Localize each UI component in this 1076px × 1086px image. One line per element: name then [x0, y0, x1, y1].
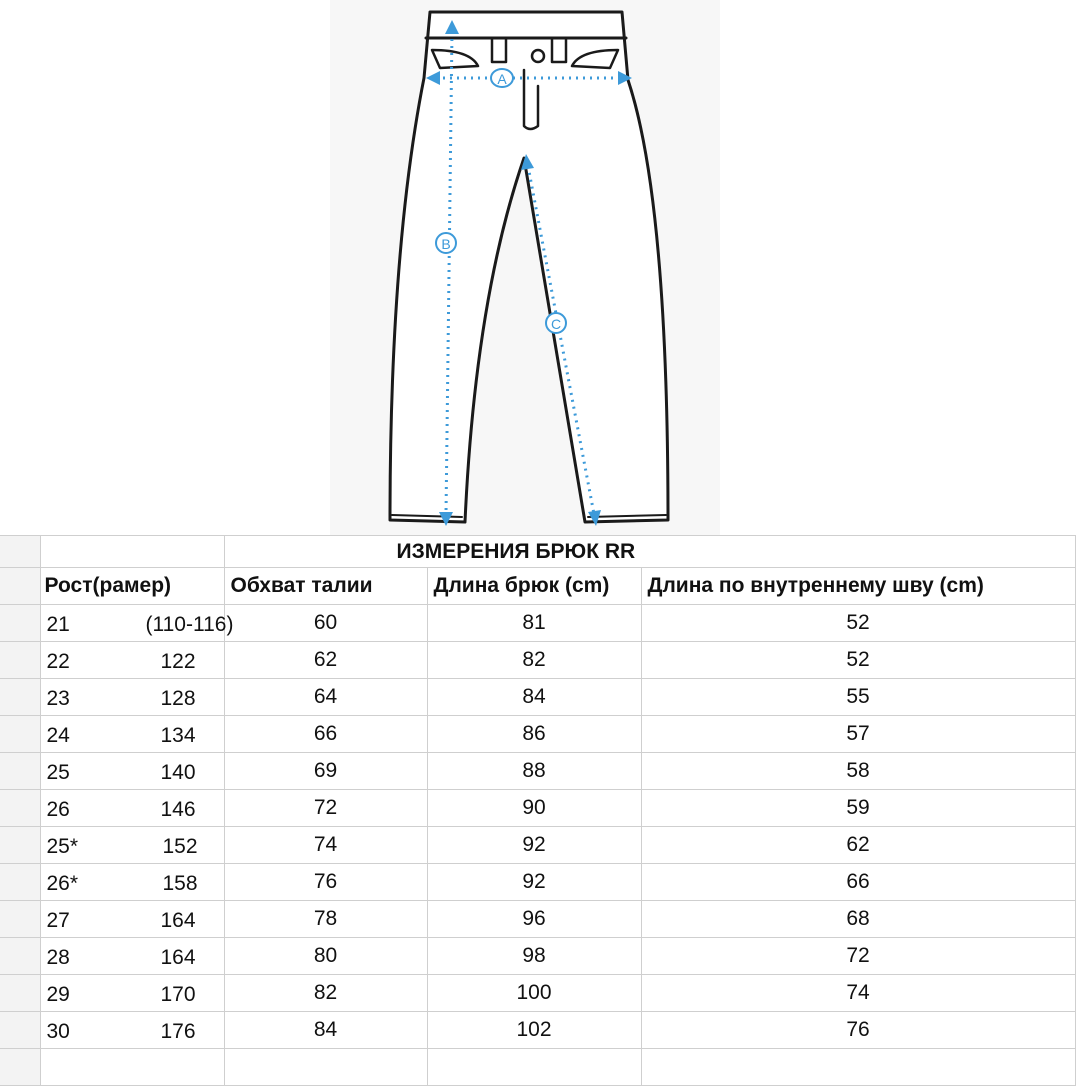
table-row	[0, 716, 1075, 753]
empty-row	[0, 1049, 1075, 1086]
pants-illustration	[0, 0, 1055, 535]
size-cell	[40, 605, 234, 642]
size-cell	[40, 827, 224, 864]
waist-value: 76	[224, 864, 427, 901]
table-row	[0, 975, 1075, 1012]
waist-value: 64	[224, 679, 427, 716]
inseam-value: 72	[641, 938, 1075, 975]
inseam-value: 57	[641, 716, 1075, 753]
size-cell	[40, 753, 224, 790]
table-row	[0, 753, 1075, 790]
table-title: ИЗМЕРЕНИЯ БРЮК RR	[224, 536, 1075, 568]
label-b: B	[441, 236, 451, 252]
size-cell	[40, 975, 224, 1012]
waist-value: 66	[224, 716, 427, 753]
label-c: C	[550, 316, 562, 332]
inseam-value: 58	[641, 753, 1075, 790]
label-b-marker	[436, 233, 456, 253]
header-inseam: Длина по внутреннему шву (cm)	[641, 568, 1075, 605]
waist-value: 72	[224, 790, 427, 827]
pants-diagram	[0, 0, 1055, 535]
inseam-value: 76	[641, 1012, 1075, 1049]
size-value: 28	[46, 946, 70, 969]
waist-value: 62	[224, 642, 427, 679]
size-chart-sheet	[0, 535, 1055, 1080]
length-value: 100	[427, 975, 641, 1012]
row-gutter	[0, 716, 40, 753]
row-gutter	[0, 864, 40, 901]
height-value: 176	[160, 1020, 196, 1043]
size-value: 22	[46, 650, 70, 673]
size-cell	[40, 716, 224, 753]
size-value: 25	[46, 761, 70, 784]
table-row	[0, 642, 1075, 679]
length-value: 102	[427, 1012, 641, 1049]
height-value: 158	[162, 872, 198, 895]
table-row	[0, 827, 1075, 864]
height-value: 164	[160, 946, 196, 969]
length-value: 84	[427, 679, 641, 716]
header-waist: Обхват талии	[224, 568, 427, 605]
size-value: 26*	[46, 872, 79, 895]
length-value: 92	[427, 864, 641, 901]
size-value: 27	[46, 909, 70, 932]
empty-cell	[40, 536, 224, 568]
pants-outline	[390, 12, 668, 522]
header-length: Длина брюк (cm)	[427, 568, 641, 605]
empty-cell	[40, 1049, 224, 1086]
height-value: 134	[160, 724, 196, 747]
table-row	[0, 1012, 1075, 1049]
length-value: 86	[427, 716, 641, 753]
size-cell	[40, 679, 224, 716]
row-gutter	[0, 642, 40, 679]
size-cell	[40, 642, 224, 679]
size-value: 30	[46, 1020, 70, 1043]
height-value: 140	[160, 761, 196, 784]
height-value: 152	[162, 835, 198, 858]
size-table	[0, 535, 1076, 1086]
length-value: 82	[427, 642, 641, 679]
label-c-marker	[546, 313, 566, 333]
size-cell	[40, 864, 224, 901]
row-gutter	[0, 1012, 40, 1049]
empty-cell	[427, 1049, 641, 1086]
table-row	[0, 790, 1075, 827]
row-gutter	[0, 827, 40, 864]
inseam-value: 62	[641, 827, 1075, 864]
size-value: 21	[46, 613, 70, 636]
title-row	[0, 536, 1075, 568]
row-gutter	[0, 901, 40, 938]
inseam-value: 52	[641, 642, 1075, 679]
header-row	[0, 568, 1075, 605]
row-gutter	[0, 790, 40, 827]
waist-value: 84	[224, 1012, 427, 1049]
size-value: 23	[46, 687, 70, 710]
waist-value: 74	[224, 827, 427, 864]
size-value: 24	[46, 724, 70, 747]
row-gutter	[0, 975, 40, 1012]
label-a: A	[497, 71, 507, 87]
height-value: 146	[160, 798, 196, 821]
size-cell	[40, 901, 224, 938]
size-value: 25*	[46, 835, 79, 858]
height-value: 128	[160, 687, 196, 710]
size-value: 26	[46, 798, 70, 821]
length-value: 81	[427, 605, 641, 642]
row-gutter	[0, 605, 40, 642]
header-size: Рост(рамер)	[40, 568, 224, 605]
length-value: 90	[427, 790, 641, 827]
size-cell	[40, 790, 224, 827]
empty-cell	[641, 1049, 1075, 1086]
size-cell	[40, 938, 224, 975]
table-row	[0, 679, 1075, 716]
row-gutter	[0, 679, 40, 716]
inseam-value: 55	[641, 679, 1075, 716]
inseam-value: 68	[641, 901, 1075, 938]
row-gutter	[0, 938, 40, 975]
row-gutter	[0, 568, 40, 605]
inseam-value: 52	[641, 605, 1075, 642]
waist-value: 80	[224, 938, 427, 975]
length-value: 98	[427, 938, 641, 975]
height-value: 164	[160, 909, 196, 932]
row-gutter	[0, 753, 40, 790]
empty-cell	[224, 1049, 427, 1086]
table-row	[0, 605, 1075, 642]
size-value: 29	[46, 983, 70, 1006]
table-row	[0, 938, 1075, 975]
table-row	[0, 901, 1075, 938]
length-value: 92	[427, 827, 641, 864]
table-row	[0, 864, 1075, 901]
inseam-value: 66	[641, 864, 1075, 901]
size-cell	[40, 1012, 224, 1049]
row-gutter	[0, 536, 40, 568]
waist-value: 78	[224, 901, 427, 938]
inseam-value: 59	[641, 790, 1075, 827]
waist-value: 69	[224, 753, 427, 790]
inseam-value: 74	[641, 975, 1075, 1012]
length-value: 96	[427, 901, 641, 938]
length-value: 88	[427, 753, 641, 790]
height-value: (110-116)	[145, 613, 234, 636]
label-a-marker	[491, 69, 513, 87]
height-value: 122	[160, 650, 196, 673]
height-value: 170	[160, 983, 196, 1006]
waist-value: 82	[224, 975, 427, 1012]
row-gutter	[0, 1049, 40, 1086]
waist-value: 60	[224, 605, 427, 642]
